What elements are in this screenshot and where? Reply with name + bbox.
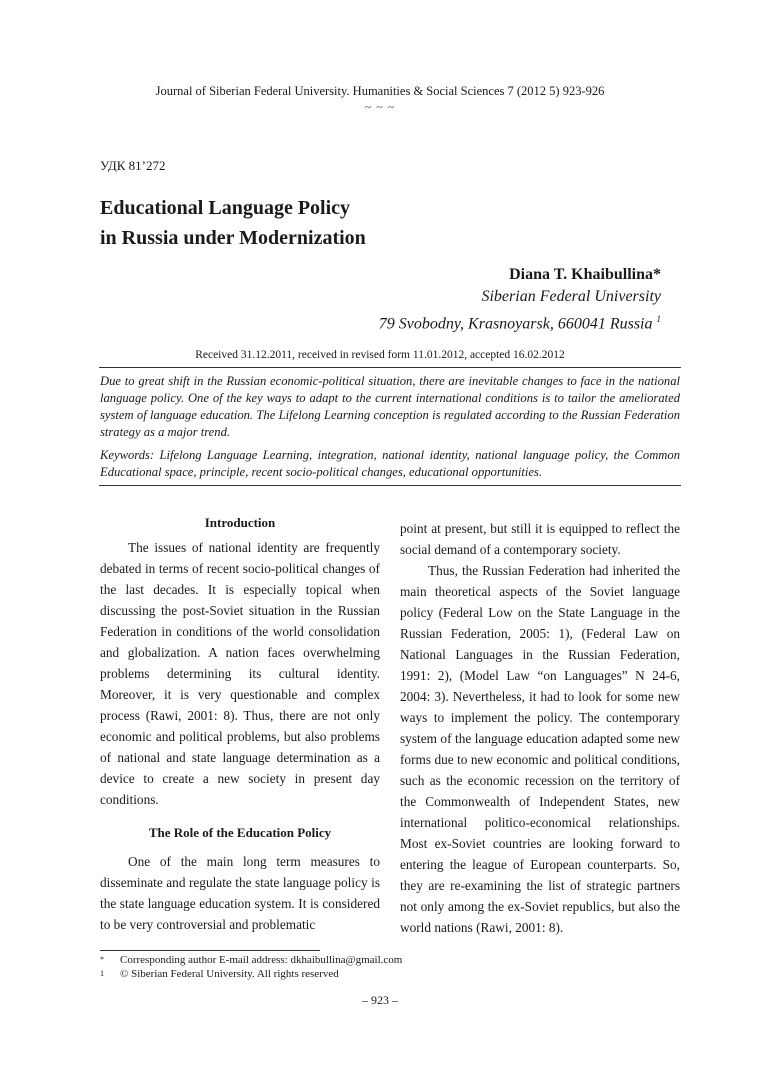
intro-heading: Introduction [204,515,276,530]
right-continuation: point at present, but still it is equipped to reflect the social demand of a contemporary society. [400,521,680,557]
author-affiliation: Siberian Federal University [481,288,661,305]
journal-header: Journal of Siberian Federal University. Humanities & Social Sciences 7 (2012 5) 923-926 [155,84,605,98]
footnote-1 [100,953,402,967]
keywords: Keywords: Lifelong Language Learning, integration, national identity, national language policy, the Common Educational space, principle, recent socio-political changes, educational opportunities. [100,448,680,479]
role-paragraph: One of the main long term measures to disseminate and regulate the state language policy is the state language education system. It is considered to be very controversial and problematic [100,854,380,932]
address-footnote-mark: 1 [656,314,661,324]
intro-paragraph: The issues of national identity are frequently debated in terms of recent socio-political changes of the last decades. It is especially topical when discussing the post-Soviet situation in the Russian Federation in conditions of the world consolidation and globalization. A nation faces overwhelming problems determining its cultural identity. Moreover, it is very questionable and complex process (Rawi, 2001: 8). Thus, there are not only economic and political problems, but also problems of national and state language determination as a device to create a new society in present day conditions. [100,540,380,807]
page-number: – 923 – [362,993,398,1007]
title-line-1: Educational Language Policy [100,197,351,219]
author-block [379,264,661,335]
keywords-bottom-rule [99,485,681,486]
left-column [100,512,380,935]
right-paragraph: Thus, the Russian Federation had inherited the main theoretical aspects of the Soviet language policy (Federal Low on the State Language in the Russian Federation, 2005: 1), (Federal Law on National Languages in the Russian Federation, 1991: 2), (Model Law “on Languages” N 24-6, 2004: 3). Nevertheless, it had to look for some new ways to implement the policy. The contemporary system of the language education adapted some new forms due to new economic and political conditions, such as the economic recession on the territory of the Commonwealth of Independent States, new international politico-economical relationships. Most ex-Soviet countries are looking forward to entering the league of European counterparts. So, they are re-examining the list of strategic partners not only among the ex-Soviet republics, but also the world nations (Rawi, 2001: 8). [400,563,680,935]
header-ornament: ~ ~ ~ [364,100,396,114]
footnote-rule [100,950,320,951]
abstract: Due to great shift in the Russian economic-political situation, there are inevitable changes to face in the national language policy. One of the key ways to adapt to the current international conditions is to tailor the ameliorated system of language education. The Lifelong Learning conception is regulated according to the Russian Federation strategy as a major trend. [100,374,680,439]
footnote-2-mark: 1 [100,969,104,978]
author-name: Diana T. Khaibullina* [509,266,661,283]
abstract-top-rule [99,367,681,368]
author-address-text: 79 Svobodny, Krasnoyarsk, 660041 Russia [378,315,653,333]
footnote-2 [100,967,339,981]
author-address [379,308,661,335]
udk-code: УДК 81’272 [100,158,166,173]
right-column [400,518,680,938]
article-title [100,193,366,253]
footnote-1-mark: * [100,955,104,964]
received-dates: Received 31.12.2011, received in revised form 11.01.2012, accepted 16.02.2012 [195,349,565,361]
footnote-1-text: Corresponding author E-mail address: dkhaibullina@gmail.com [120,954,403,966]
footnote-2-text: © Siberian Federal University. All rights reserved [120,968,339,980]
role-heading: The Role of the Education Policy [148,825,332,840]
title-line-2: in Russia under Modernization [100,227,366,249]
